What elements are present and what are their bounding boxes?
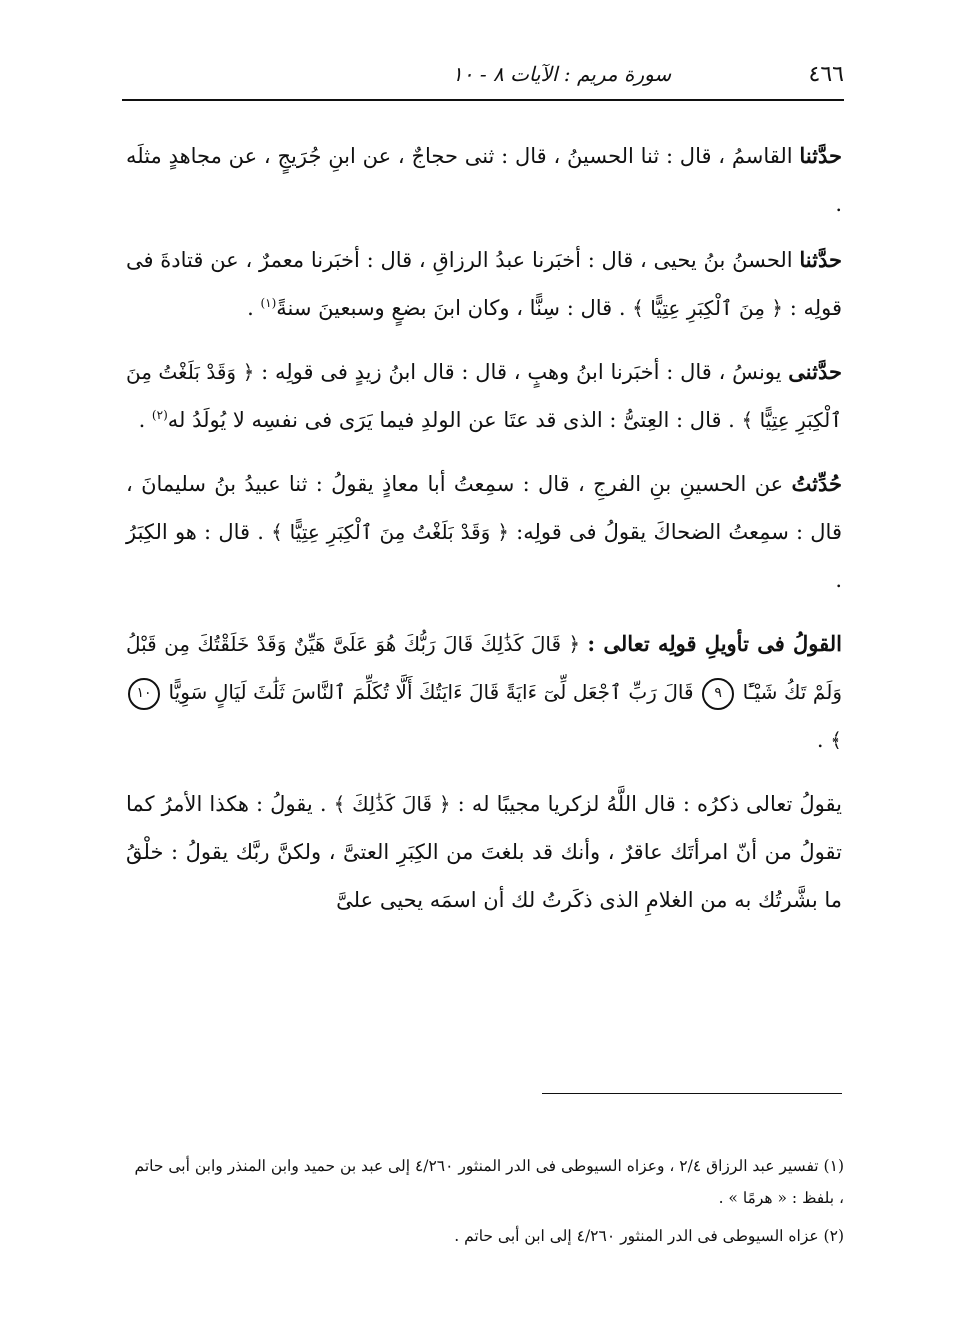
paragraph-text: يونسُ ، قال : أخبَرنا ابنُ وهبٍ ، قال : قال ابنُ زيدٍ فى قولِه : [254,360,789,384]
footnotes [126,1150,844,1258]
paragraph-5 [126,620,842,764]
paragraph-1 [126,132,842,228]
paragraph-3 [126,348,842,444]
isnad-lead: حدَّثنا [799,247,842,272]
paragraph-text: . [138,408,152,432]
paragraph-text: . [247,296,261,320]
footnote-ref: (٢) [151,408,168,422]
quran-verse: ﴿ قَالَ كَذَٰلِكَ قَالَ رَبُّكَ هُوَ عَلَىَّ هَيِّنٌ وَقَدْ خَلَقْتُكَ مِن قَبْلُ وَلَمْ تَكُ شَيْـًٔا [126,632,842,704]
quran-quote: ﴿ مِنَ ٱلْكِبَرِ عِتِيًّا ﴾ [632,296,784,320]
page-number: ٤٦٦ [808,61,844,87]
footnote-ref: (١) [260,296,277,310]
paragraph-text: يقولُ تعالى ذكرُه : قال اللَّهُ لزكريا مجيبًا له : [450,792,842,816]
footnote-1: (١) تفسير عبد الرزاق ٢/٤ ، وعزاه السيوطى فى الدر المنثور ٤/٢٦٠ إلى عبد بن حميد وابن المنذر وابن أبى حاتم ، بلفظ : « هرمًا » . [134,1157,844,1207]
paragraph-text: الحسنُ بنُ يحيى ، قال : أخبَرنا عبدُ الرزاقِ ، قال : أخبَرنا معمرٌ ، عن قتادةَ فى قولِه : [126,248,842,320]
ayah-number-marker: ١٠ [128,678,160,710]
paragraph-text: . قال : سِنًّا ، وكان ابنَ بضعٍ وسبعينَ سنةً [276,296,633,320]
paragraph-text: . يقولُ : هكذا الأمرُ كما تقولُ من أنّ امرأتَك عاقرٌ ، وأنك قد بلغتَ من الكِبَرِ العتىَّ ، ولكنَّ ربَّك يقولُ : خلْقُ ما بشَّرتُك به من الغلامِ الذى ذكَرتُ لك أن اسمَه يحيى علىَّ [126,792,842,912]
ayah-number-marker: ٩ [702,678,734,710]
quran-bracket: ﴾ [830,728,842,752]
running-title: سورة مريم : الآيات ٨ - ١٠ [452,62,672,86]
paragraph-text: عن الحسينِ بنِ الفرجِ ، قال : سمِعتُ أبا معاذٍ يقولُ : ثنا عبيدُ بنُ سليمانَ ، قال : سمِعتُ الضحاكَ يقولُ فى قولِه: [126,472,842,544]
paragraph-text: القاسمُ ، قال : ثنا الحسينُ ، قال : ثنى حجاجٌ ، عن ابنِ جُرَيجٍ ، عن مجاهدٍ مثلَه . [126,144,842,216]
paragraph-text: . [816,728,831,752]
paragraph-text: . قال : هو الكِبَرُ . [126,520,842,592]
isnad-lead: حدَّثنا [799,143,843,168]
paragraph-4 [126,460,842,604]
page-header [122,50,844,98]
section-heading: القولُ فى تأويلِ قولِه تعالى : [587,631,842,656]
footnote-2: (٢) عزاه السيوطى فى الدر المنثور ٤/٢٦٠ إلى ابن أبى حاتم . [454,1227,844,1245]
quran-quote: ﴿ وَقَدْ بَلَغْتُ مِنَ ٱلْكِبَرِ عِتِيًّا ﴾ [271,520,509,544]
isnad-lead: حُدِّثتُ [791,471,842,496]
quran-quote: ﴿ وَقَدْ بَلَغْتُ مِنَ ٱلْكِبَرِ عِتِيًّا ﴾ [126,360,842,432]
quran-quote: ﴿ قَالَ كَذَٰلِكَ ﴾ [333,792,451,816]
isnad-lead: حدَّثنى [788,359,842,384]
footnote-divider [542,1093,842,1094]
paragraph-text: . قال : العِتىُّ : الذى قد عتَا عن الولدِ فيما يَرَى فى نفسِه لا يُولَدُ له [167,408,742,432]
main-text [126,132,842,940]
quran-verse: قَالَ رَبِّ ٱجْعَل لِّىٓ ءَايَةً قَالَ ءَايَتُكَ أَلَّا تُكَلِّمَ ٱلنَّاسَ ثَلَٰثَ لَيَالٍ سَوِيًّا [162,680,701,704]
paragraph-2 [126,236,842,332]
header-divider [122,99,844,101]
paragraph-6 [126,780,842,924]
